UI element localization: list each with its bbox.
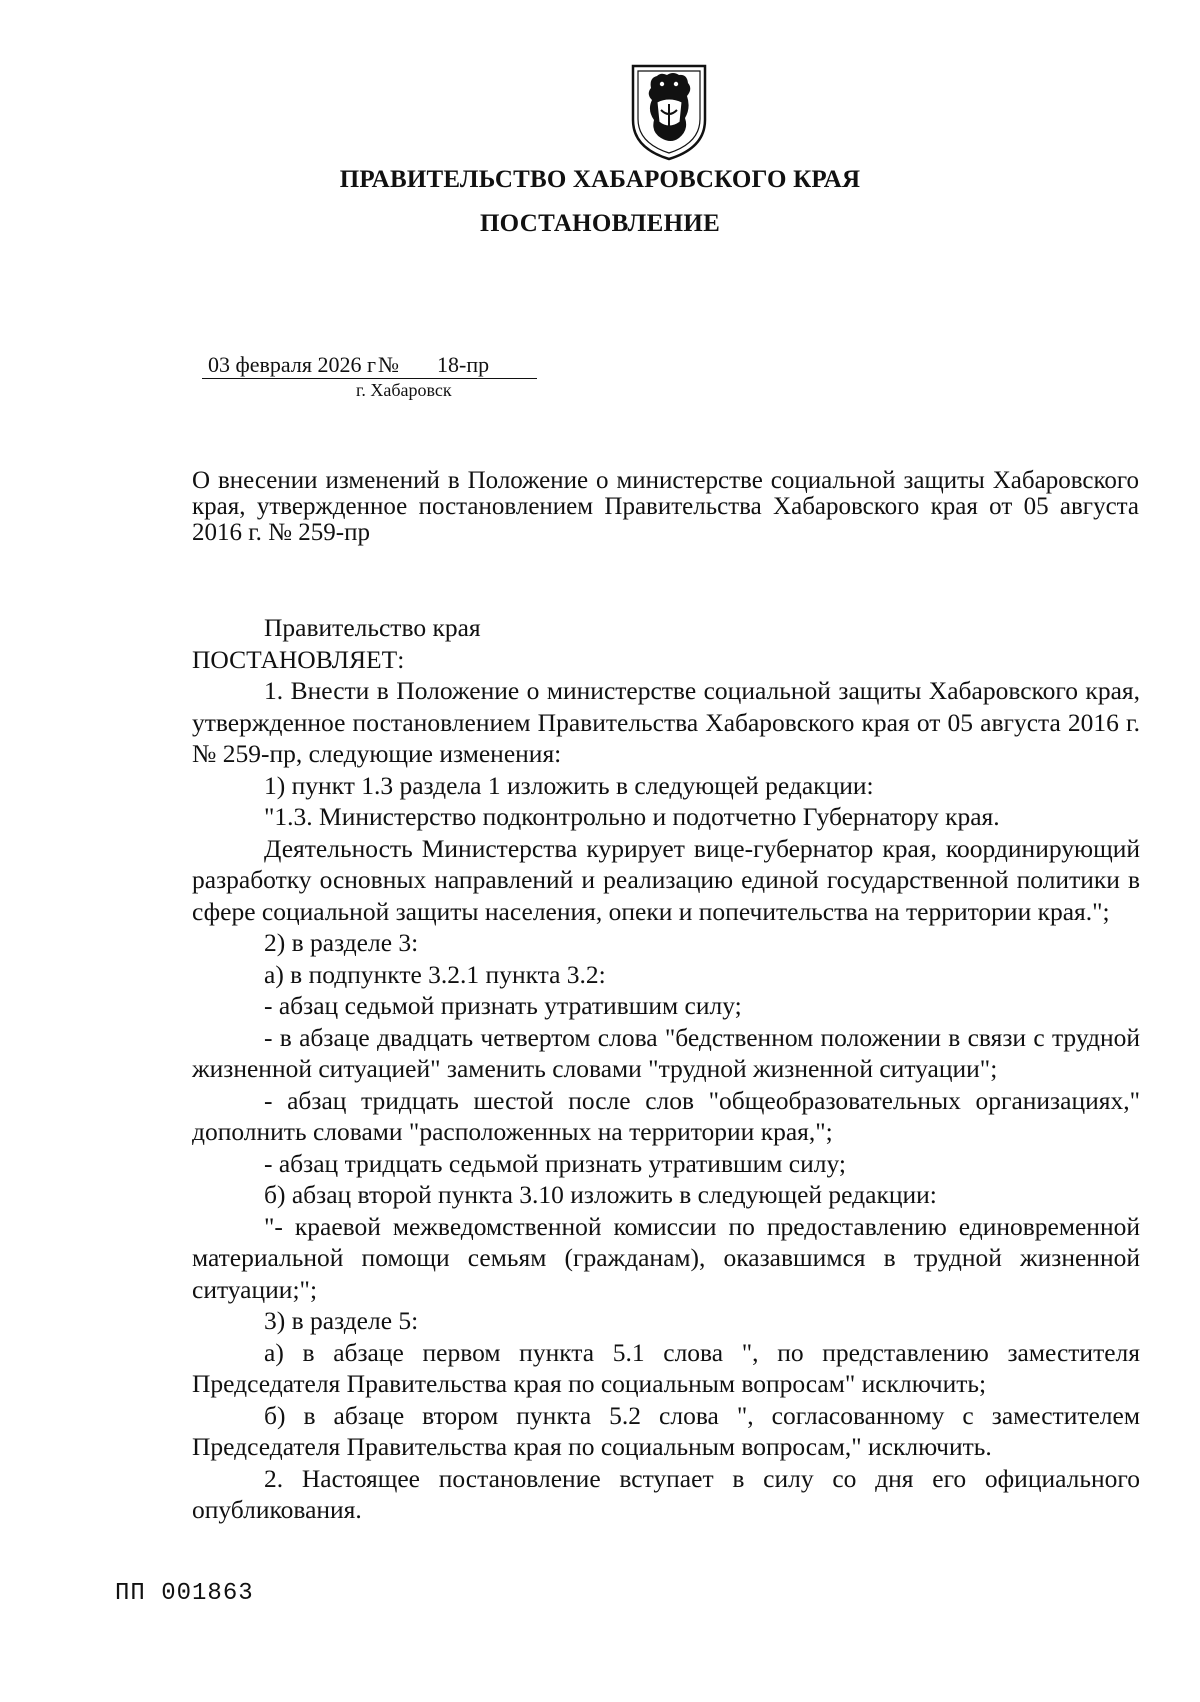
body-paragraph: 1) пункт 1.3 раздела 1 изложить в следующей редакции: xyxy=(264,770,874,800)
body-paragraph: б) абзац второй пункта 3.10 изложить в следующей редакции: xyxy=(264,1180,937,1209)
body-paragraph: - абзац тридцать шестой после слов "общеобразовательных организациях," дополнить словами "расположенных на территории края,"; xyxy=(192,1085,1140,1146)
document-body xyxy=(192,612,1140,1526)
document-date: 03 февраля 2026 г xyxy=(202,352,378,379)
document-kind-title: ПОСТАНОВЛЕНИЕ xyxy=(479,210,721,237)
body-paragraph: а) в подпункте 3.2.1 пункта 3.2: xyxy=(264,959,606,989)
body-paragraph: "- краевой межведомственной комиссии по предоставлению единовременной материальной помощи семьям (гражданам), оказавшимся в трудной жизненной ситуации;"; xyxy=(192,1211,1140,1304)
body-paragraph: - абзац тридцать седьмой признать утратившим силу; xyxy=(264,1148,846,1178)
document-subject: О внесении изменений в Положение о министерстве социальной защиты Хабаровского края, утвержденное постановлением Правительства Хабаровского края от 05 августа 2016 г. № 259-пр xyxy=(192,467,1139,546)
body-paragraph: а) в абзаце первом пункта 5.1 слова ", по представлению заместителя Председателя Правительства края по социальным вопросам" исключить; xyxy=(192,1337,1140,1398)
body-paragraph: Правительство края xyxy=(264,613,481,642)
body-paragraph: 1. Внести в Положение о министерстве социальной защиты Хабаровского края, утвержденное постановлением Правительства Хабаровского края от 05 августа 2016 г. № 259-пр, следующие изменения: xyxy=(192,676,1140,768)
date-number-line xyxy=(202,352,537,379)
body-paragraph: Деятельность Министерства курирует вице-губернатор края, координирующий разработку основных направлений и реализацию единой государственной политики в сфере социальной защиты населения, опеки и попечительства на территории края."; xyxy=(192,833,1140,926)
body-paragraph: 2. Настоящее постановление вступает в силу со дня его официального опубликования. xyxy=(192,1463,1140,1524)
coat-of-arms-icon xyxy=(627,62,711,162)
body-paragraph: б) в абзаце втором пункта 5.2 слова ", согласованному с заместителем Председателя Правительства края по социальным вопросам," исключить. xyxy=(192,1400,1140,1461)
body-paragraph: 2) в разделе 3: xyxy=(264,928,419,957)
government-title: ПРАВИТЕЛЬСТВО ХАБАРОВСКОГО КРАЯ xyxy=(339,166,861,193)
form-code: ПП 001863 xyxy=(115,1580,254,1607)
document-number: 18-пр xyxy=(399,352,537,379)
body-paragraph: ПОСТАНОВЛЯЕТ: xyxy=(192,644,405,674)
body-paragraph: "1.3. Министерство подконтрольно и подотчетно Губернатору края. xyxy=(264,802,1000,831)
document-city: г. Хабаровск xyxy=(356,380,452,400)
body-paragraph: 3) в разделе 5: xyxy=(264,1306,419,1335)
body-paragraph: - абзац седьмой признать утратившим силу; xyxy=(264,991,742,1020)
number-sign: № xyxy=(378,352,399,377)
body-paragraph: - в абзаце двадцать четвертом слова "бедственном положении в связи с трудной жизненной ситуацией" заменить словами "трудной жизненной ситуации"; xyxy=(192,1022,1140,1083)
